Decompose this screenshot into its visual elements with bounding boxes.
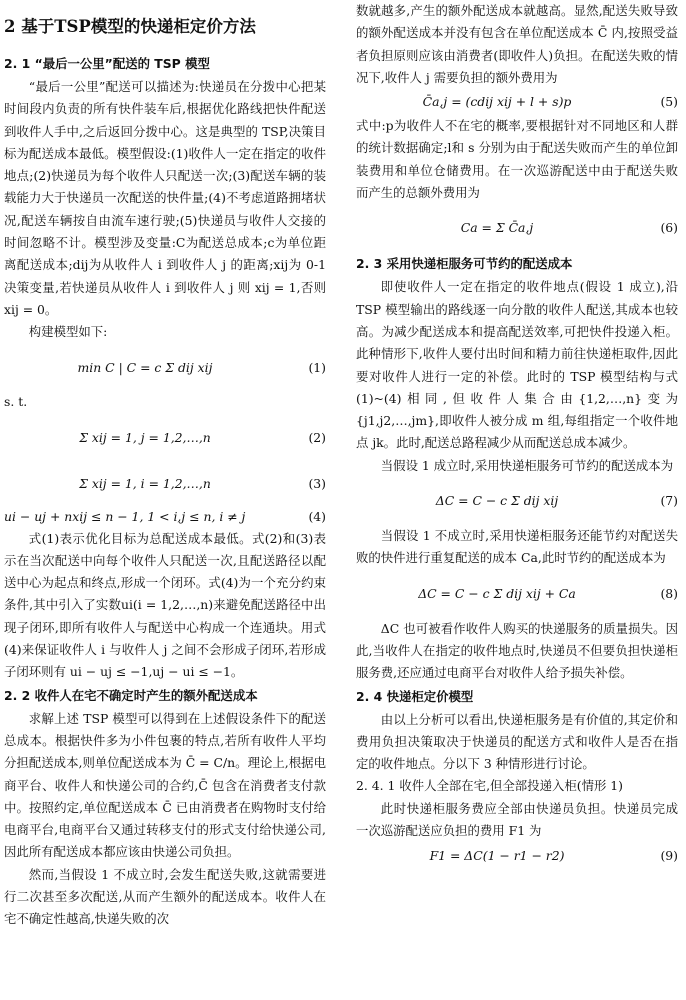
equation-1-number: (1) xyxy=(308,359,326,375)
equation-8-number: (8) xyxy=(660,585,678,601)
equation-1-body: min C | C = c Σ dij xij xyxy=(77,359,213,375)
paragraph-2-2-a: 求解上述 TSP 模型可以得到在上述假设条件下的配送总成本。根据快件多为小件包裹的特点,若所有收件人平均分担配送成本,则单位配送成本为 C̄ = C/n。理论上,根据电商平台、收件人和快递公司的合约,C̄ 包含在消费者支付款中。按照约定,单位配送成本 C̄ 已由消费者在购物时支付给电商平台,电商平台又通过转移支付的形式支付给快递公司,因此所有配送成本都应该由快递公司负担。 xyxy=(4,710,326,860)
equation-3-body: Σ xij = 1, i = 1,2,…,n xyxy=(79,475,211,491)
heading-2-3: 2. 3 采用快递柜服务可节约的配送成本 xyxy=(356,256,573,272)
equation-6-body: Ca = Σ C̄a,j xyxy=(460,220,534,236)
heading-2-4: 2. 4 快递柜定价模型 xyxy=(356,688,474,704)
equation-7-number: (7) xyxy=(660,493,678,509)
paragraph-2-3-d: ΔC 也可被看作收件人购买的快递服务的质量损失。因此,当收件人在指定的收件地点时,快递员不但要负担快递柜服务费,还应通过电商平台对收件人给予损失补偿。 xyxy=(356,620,678,681)
equation-4 xyxy=(4,508,326,528)
paragraph-2-2-b: 然而,当假设 1 不成立时,会发生配送失败,这就需要进行二次甚至多次配送,从而产生额外的配送成本。收件人在宅不确定性越高,快递失败的次 xyxy=(4,866,326,927)
left-column xyxy=(4,0,326,931)
equation-2 xyxy=(4,416,326,460)
equation-8 xyxy=(356,572,678,616)
equation-5-number: (5) xyxy=(660,94,678,110)
paragraph-2-3-a: 即使收件人一定在指定的收件地点(假设 1 成立),沿 TSP 模型输出的路线逐一向分散的收件人配送,其成本也较高。为减少配送成本和提高配送效率,可把快件投递入柜。此种情形下,收件人要付出时间和精力前往快递柜取件,因此要对收件人进行一定的补偿。此时的 TSP 模型结构与式(1)~(4)相同,但收件人集合由{1,2,…,n}变为{j1,j2,…,jm},即收件人被分成 m 组,每组指定一个收件地点 jk。此时,配送总路程减少从而配送总成本减少。 xyxy=(356,279,678,451)
heading-2-4-1: 2. 4. 1 收件人全部在宅,但全部投递入柜(情形 1) xyxy=(356,778,624,794)
paragraph-2-4-b: 此时快递柜服务费应全部由快递员负担。快递员完成一次巡游配送应负担的费用 F1 为 xyxy=(356,800,678,839)
equation-3-number: (3) xyxy=(308,475,326,491)
paragraph-2-2-c: 式中:p为收件人不在宅的概率,要根据针对不同地区和人群的统计数据确定;l和 s 分别为由于配送失败而产生的单位卸装费用和单位仓储费用。在一次巡游配送中由于配送失败而产生的总额外费用为 xyxy=(356,118,678,201)
section-2-title: 2 基于TSP模型的快递柜定价方法 xyxy=(4,17,256,36)
heading-2-2: 2. 2 收件人在宅不确定时产生的额外配送成本 xyxy=(4,687,258,703)
equation-7-body: ΔC = C − c Σ dij xij xyxy=(435,493,559,509)
equation-7 xyxy=(356,479,678,523)
equation-4-body: ui − uj + nxij ≤ n − 1, 1 < i,j ≤ n, i ≠ j xyxy=(4,508,246,524)
equation-2-body: Σ xij = 1, j = 1,2,…,n xyxy=(79,429,211,445)
paragraph-2-2-b-cont: 数就越多,产生的额外配送成本就越高。显然,配送失败导致的额外配送成本并没有包含在单位配送成本 C̄ 内,按照受益者负担原则应该由消费者(即收件人)负担。在配送失败的情况下,收件人 j 需要负担的额外费用为 xyxy=(356,3,678,85)
equation-6 xyxy=(356,206,678,250)
paragraph-2-3-c: 当假设 1 不成立时,采用快递柜服务还能节约对配送失败的快件进行重复配送的成本 Ca,此时节约的配送成本为 xyxy=(356,528,678,566)
right-column xyxy=(356,0,678,869)
equation-9-number: (9) xyxy=(660,847,678,863)
equation-4-number: (4) xyxy=(308,508,326,524)
equation-9 xyxy=(356,845,678,867)
equation-6-number: (6) xyxy=(660,220,678,236)
equation-5 xyxy=(356,91,678,113)
equation-8-body: ΔC = C − c Σ dij xij + Ca xyxy=(418,585,576,601)
subject-to: s. t. xyxy=(4,393,28,409)
equation-3 xyxy=(4,462,326,506)
paragraph-2-1-a: “最后一公里”配送可以描述为:快递员在分拨中心把某时间段内负责的所有快件装车后,根据优化路线把快件配送到收件人手中,之后返回分拨中心。这是典型的 TSP,决策目标为配送成本最低。模型假设:(1)收件人一定在指定的收件地点;(2)快递员为每个收件人只配送一次;(3)配送车辆的装载能力大于快递员一次配送的快件量;(4)不考虑道路拥堵状况,配送车辆按自由流车速行驶;(5)快递员与收件人交接的时间忽略不计。模型涉及变量:C为配送总成本;c为单位距离配送成本;dij为从收件人 i 到收件人 j 的距离;xij为 0-1 决策变量,若快递员从收件人 i 到收件人 j 则 xij = 1,否则xij = 0。 xyxy=(4,79,326,317)
equation-1 xyxy=(4,346,326,390)
paragraph-2-3-b: 当假设 1 成立时,采用快递柜服务可节约的配送成本为 xyxy=(380,457,674,473)
paragraph-2-1-c: 式(1)表示优化目标为总配送成本最低。式(2)和(3)表示在当次配送中向每个收件人只配送一次,且配送路径以配送中心为起点和终点,形成一个闭环。式(4)为一个充分约束条件,其中引入了实数ui(i = 1,2,…,n)来避免配送路径中出现子闭环,即所有收件人与配送中心构成一个连通块。用式(4)来保证收件人 i 与收件人 j 之间不会形成子闭环,若形成子闭环则有 ui − uj ≤ −1,uj − ui ≤ −1。 xyxy=(4,530,326,680)
equation-9-body: F1 = ΔC(1 − r1 − r2) xyxy=(429,847,565,863)
equation-2-number: (2) xyxy=(308,429,326,445)
paragraph-2-4-a: 由以上分析可以看出,快递柜服务是有价值的,其定价和费用负担决策取决于快递员的配送方式和收件人是否在指定的收件地点。分以下 3 种情形进行讨论。 xyxy=(356,711,678,772)
equation-5-body: C̄a,j = (cdij xij + l + s)p xyxy=(422,94,572,110)
heading-2-1: 2. 1 “最后一公里”配送的 TSP 模型 xyxy=(4,56,210,71)
paragraph-2-1-b: 构建模型如下: xyxy=(28,324,108,340)
